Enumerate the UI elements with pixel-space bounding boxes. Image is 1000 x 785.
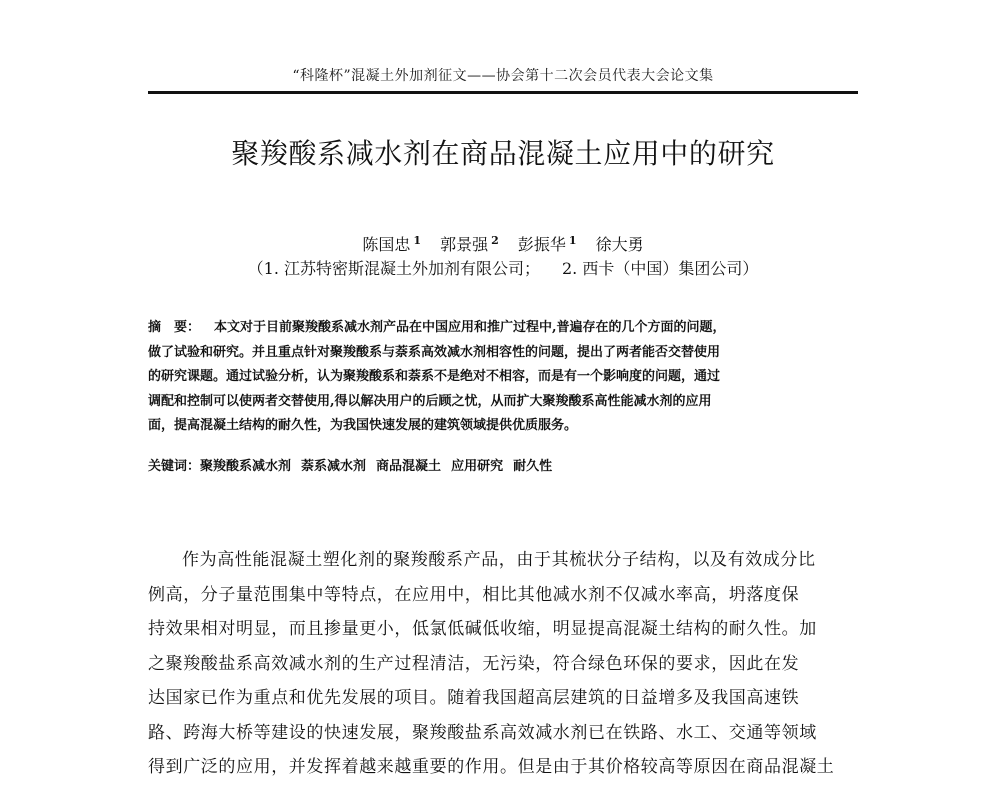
body-line: 路、跨海大桥等建设的快速发展，聚羧酸盐系高效减水剂已在铁路、水工、交通等领域 — [148, 722, 817, 743]
abstract-text: 本文对于目前聚羧酸系减水剂产品在中国应用和推广过程中,普遍存在的几个方面的问题， — [214, 320, 726, 335]
affiliation-2: 2. 西卡（中国）集团公司） — [562, 259, 759, 278]
body-line: 达国家已作为重点和优先发展的项目。随着我国超高层建筑的日益增多及我国高速铁 — [148, 688, 800, 708]
keyword: 耐久性 — [513, 459, 553, 474]
author-name: 彭振华 — [517, 235, 566, 254]
affiliation-mark: 2 — [491, 234, 499, 247]
author-name: 徐大勇 — [595, 235, 644, 254]
author — [596, 234, 644, 256]
keywords — [148, 456, 818, 478]
body-line: 之聚羧酸盐系高效减水剂的生产过程清洁，无污染，符合绿色环保的要求，因此在发 — [148, 653, 800, 674]
keywords-label: 关键词： — [148, 459, 201, 474]
affiliation-mark: 1 — [568, 234, 577, 247]
abstract-line: 面，提高混凝土结构的耐久性，为我国快速发展的建筑领域提供优质服务。 — [148, 418, 578, 433]
body-line: 作为高性能混凝土塑化剂的聚羧酸系产品，由于其梳状分子结构，以及有效成分比 — [182, 550, 816, 570]
author — [440, 230, 499, 256]
body-line: 例高，分子量范围集中等特点，在应用中，相比其他减水剂不仅减水率高，坍落度保 — [148, 584, 800, 605]
keyword: 聚羧酸系减水剂 — [200, 459, 292, 474]
keyword: 萘系减水剂 — [301, 459, 367, 474]
keyword: 应用研究 — [451, 459, 504, 474]
keyword: 商品混凝土 — [376, 459, 442, 474]
affiliation-mark: 1 — [413, 234, 422, 247]
body-line: 持效果相对明显，而且掺量更小，低氯低碱低收缩，明显提高混凝土结构的耐久性。加 — [148, 619, 817, 639]
body-paragraph — [148, 543, 858, 785]
abstract-line — [148, 316, 818, 341]
affiliations — [148, 258, 858, 280]
abstract-label: 摘 要： — [148, 320, 201, 335]
affiliation-open-paren: （ — [247, 259, 264, 278]
abstract — [148, 316, 818, 439]
affiliation-1: 1. 江苏特密斯混凝土外加剂有限公司； — [263, 259, 540, 278]
author-list — [148, 230, 858, 256]
author — [362, 230, 421, 256]
author — [518, 230, 577, 256]
abstract-line: 做了试验和研究。并且重点针对聚羧酸系与萘系高效减水剂相容性的问题，提出了两者能否交替使用 — [148, 344, 721, 360]
body-line: 得到广泛的应用，并发挥着越来越重要的作用。但是由于其价格较高等原因在商品混凝土 — [148, 757, 835, 777]
author-name: 郭景强 — [440, 235, 489, 254]
author-name: 陈国忠 — [362, 235, 411, 254]
running-header: “科隆杯”混凝土外加剂征文——协会第十二次会员代表大会论文集 — [292, 68, 714, 84]
abstract-line: 调配和控制可以使两者交替使用,得以解决用户的后顾之忧，从而扩大聚羧酸系高性能减水剂的应用 — [148, 393, 712, 409]
paper-title: 聚羧酸系减水剂在商品混凝土应用中的研究 — [231, 137, 775, 170]
abstract-line: 的研究课题。通过试验分析，认为聚羧酸系和萘系不是绝对不相容，而是有一个影响度的问题，通过 — [148, 369, 721, 384]
header-rule — [148, 91, 858, 94]
